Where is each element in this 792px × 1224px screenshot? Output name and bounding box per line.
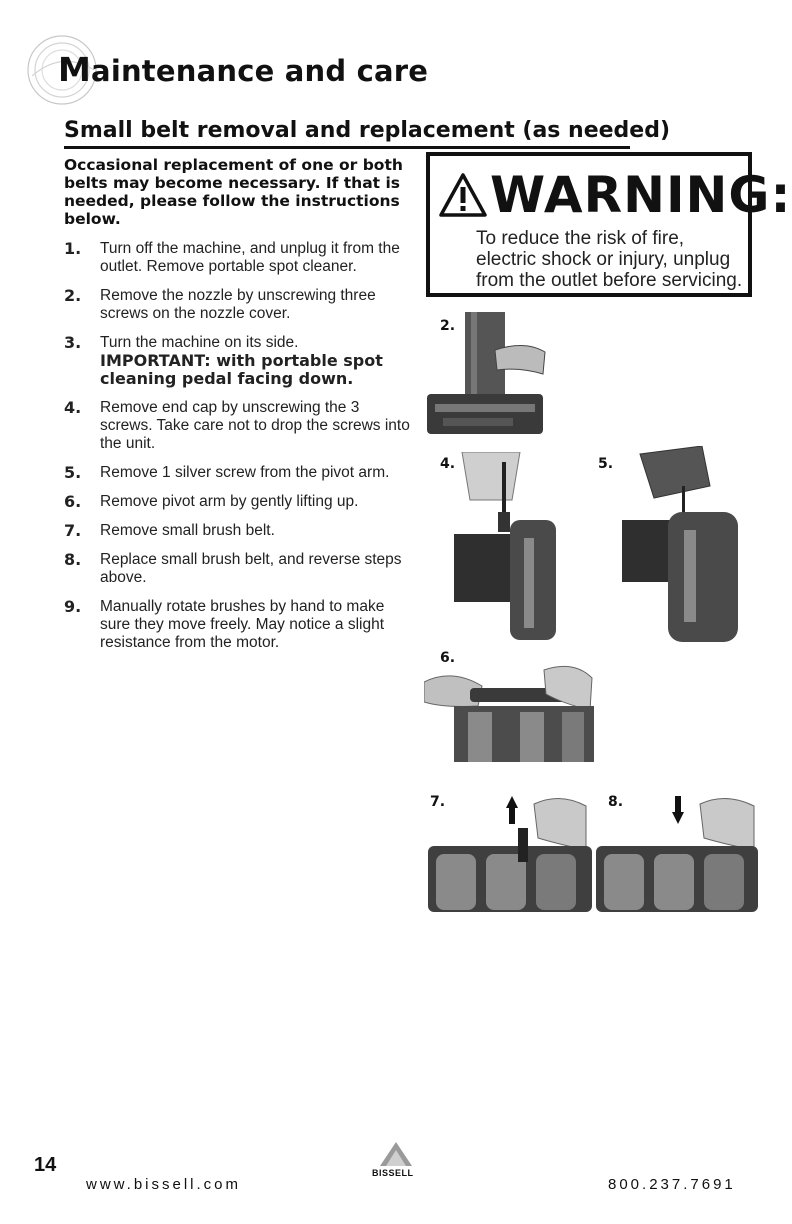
arrow-up-icon [506,796,518,824]
brand-logo-icon [364,1140,428,1190]
figure-5-label: 5. [598,456,614,472]
step-6: 6. Remove pivot arm by gently lifting up. [64,492,359,511]
warning-box [426,152,792,297]
footer-phone: 800.237.7691 [608,1176,736,1193]
figure-7-photo [426,794,594,912]
step-3-important: IMPORTANT: with portable spot cleaning pedal facing down. [100,351,383,388]
step-7: 7. Remove small brush belt. [64,521,275,540]
footer-url[interactable]: www.bissell.com [86,1176,242,1193]
step-3: 3. Turn the machine on its side. IMPORTANT: with portable spot cleaning pedal facing down. [64,334,414,388]
subsection-title: Small belt removal and replacement (as needed) [64,118,671,143]
step-4: 4. Remove end cap by unscrewing the 3 screws. Take care not to drop the screws into the unit. [64,398,410,452]
section-title: Maintenance and care [58,50,429,89]
warning-triangle-icon [438,172,488,218]
figure-4-label: 4. [440,456,456,472]
step-1: 1. Turn off the machine, and unplug it from the outlet. Remove portable spot cleaner. [64,239,400,275]
figure-5-photo [618,446,763,646]
page-number: 14 [34,1154,57,1176]
figure-8-label: 8. [608,794,624,810]
step-9: 9. Manually rotate brushes by hand to make sure they move freely. May notice a slight resistance from the motor. [64,597,385,651]
step-5: 5. Remove 1 silver screw from the pivot arm. [64,463,390,482]
warning-title: WARNING: [490,166,792,224]
figure-2-photo [425,312,555,437]
brand-name: BISSELL [372,1168,414,1178]
title-rule [64,146,630,149]
arrow-down-icon [672,796,684,824]
figure-6-label: 6. [440,650,456,666]
figure-8-photo [594,794,760,912]
figure-4-photo [440,452,570,652]
figure-7-label: 7. [430,794,446,810]
figure-2-label: 2. [440,318,456,334]
step-2: 2. Remove the nozzle by unscrewing three screws on the nozzle cover. [64,286,376,322]
figure-6-photo [424,660,594,762]
intro-text: Occasional replacement of one or both belts may become necessary. If that is needed, please follow the instructions below. [64,156,403,228]
warning-text: To reduce the risk of fire, electric shock or injury, unplug from the outlet before servicing. [476,228,743,291]
steps-list [64,240,414,652]
step-8: 8. Replace small brush belt, and reverse steps above. [64,550,402,586]
